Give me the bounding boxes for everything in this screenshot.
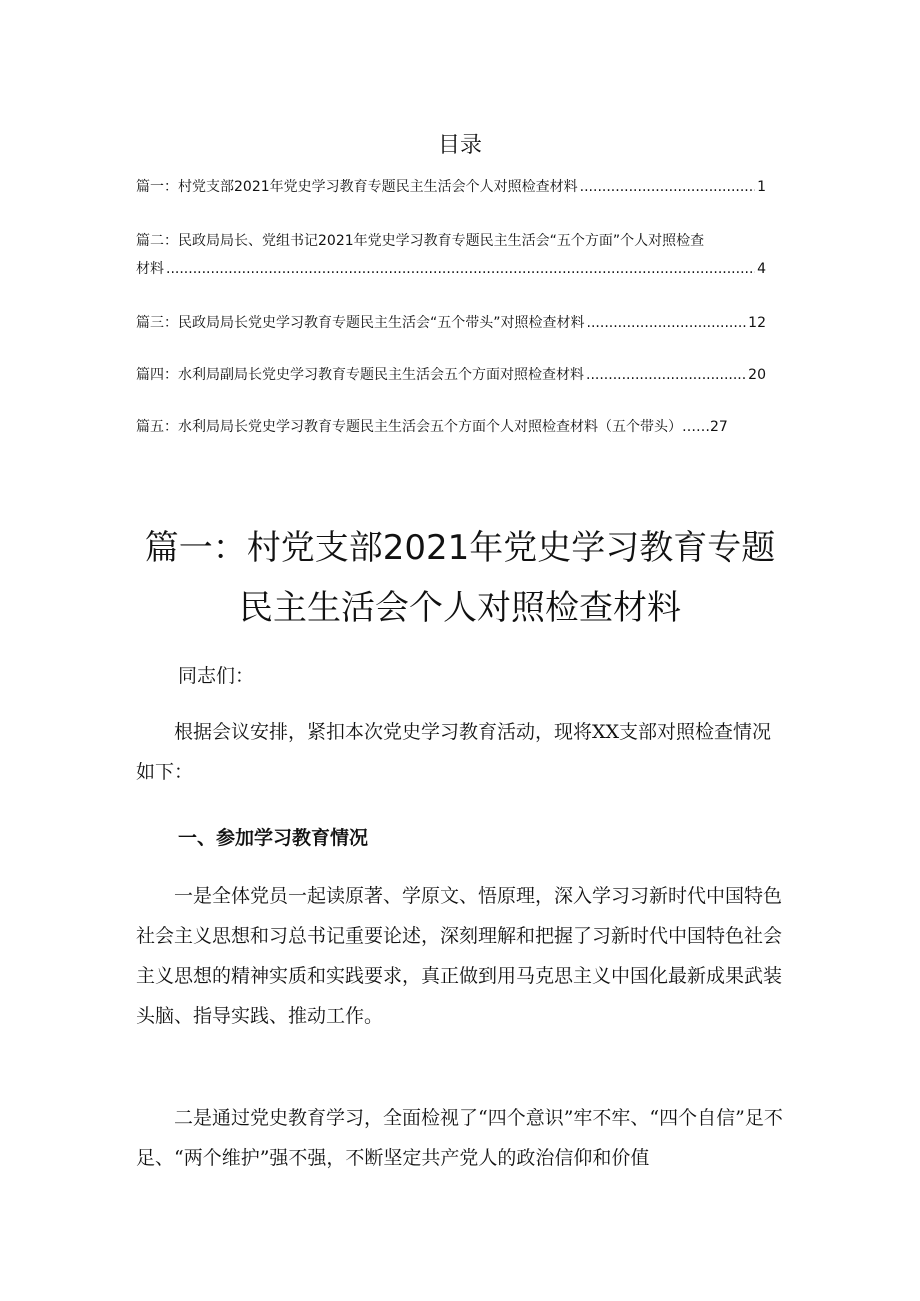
article-title-line-2: 民主生活会个人对照检查材料: [239, 588, 681, 628]
toc-entry-1[interactable]: [136, 176, 766, 196]
toc-title: 目录: [437, 133, 482, 158]
toc-entry-4[interactable]: [136, 364, 766, 384]
section-heading-1: 一、参加学习教育情况: [178, 827, 369, 849]
toc-entry-5[interactable]: 篇五：水利局局长党史学习教育专题民主生活会五个方面个人对照检查材料（五个带头）……27: [136, 419, 728, 435]
toc-entry-text: 篇一：村党支部2021年党史学习教育专题民主生活会个人对照检查材料: [136, 179, 578, 195]
paragraph-3: 二是通过党史教育学习，全面检视了“四个意识”牢不牢、“四个自信”足不足、“两个维护”强不强，不断坚定共产党人的政治信仰和价值: [136, 1107, 783, 1169]
toc-entry-text: 篇二：民政局局长、党组书记2021年党史学习教育专题民主生活会“五个方面”个人对照检查: [136, 233, 705, 249]
toc-leader: [586, 367, 746, 383]
article-title-line-1: 篇一：村党支部2021年党史学习教育专题: [144, 528, 776, 568]
paragraph-1: 根据会议安排，紧扣本次党史学习教育活动，现将XX支部对照检查情况如下：: [136, 721, 772, 783]
toc-entry-text: 篇四：水利局副局长党史学习教育专题民主生活会五个方面对照检查材料: [136, 367, 584, 383]
toc-page-number: 4: [757, 261, 766, 277]
toc-leader: [587, 315, 747, 331]
paragraph-2: 一是全体党员一起读原著、学原文、悟原理，深入学习习新时代中国特色社会主义思想和习总书记重要论述，深刻理解和把握了习新时代中国特色社会主义思想的精神实质和实践要求，真正做到用马克思主义中国化最新成果武装头脑、指导实践、推动工作。: [136, 885, 783, 1027]
toc-entry-2[interactable]: [136, 230, 766, 278]
toc-entry-text-cont: 材料: [136, 261, 164, 277]
toc-page-number: 20: [748, 367, 766, 383]
greeting: 同志们：: [178, 665, 255, 687]
toc-leader: [166, 261, 755, 277]
toc-page-number: 1: [757, 179, 766, 195]
toc-entry-3[interactable]: [136, 312, 766, 332]
toc-page-number: 12: [748, 315, 766, 331]
toc-leader: [580, 179, 755, 195]
toc-entry-text: 篇三：民政局局长党史学习教育专题民主生活会“五个带头”对照检查材料: [136, 315, 585, 331]
